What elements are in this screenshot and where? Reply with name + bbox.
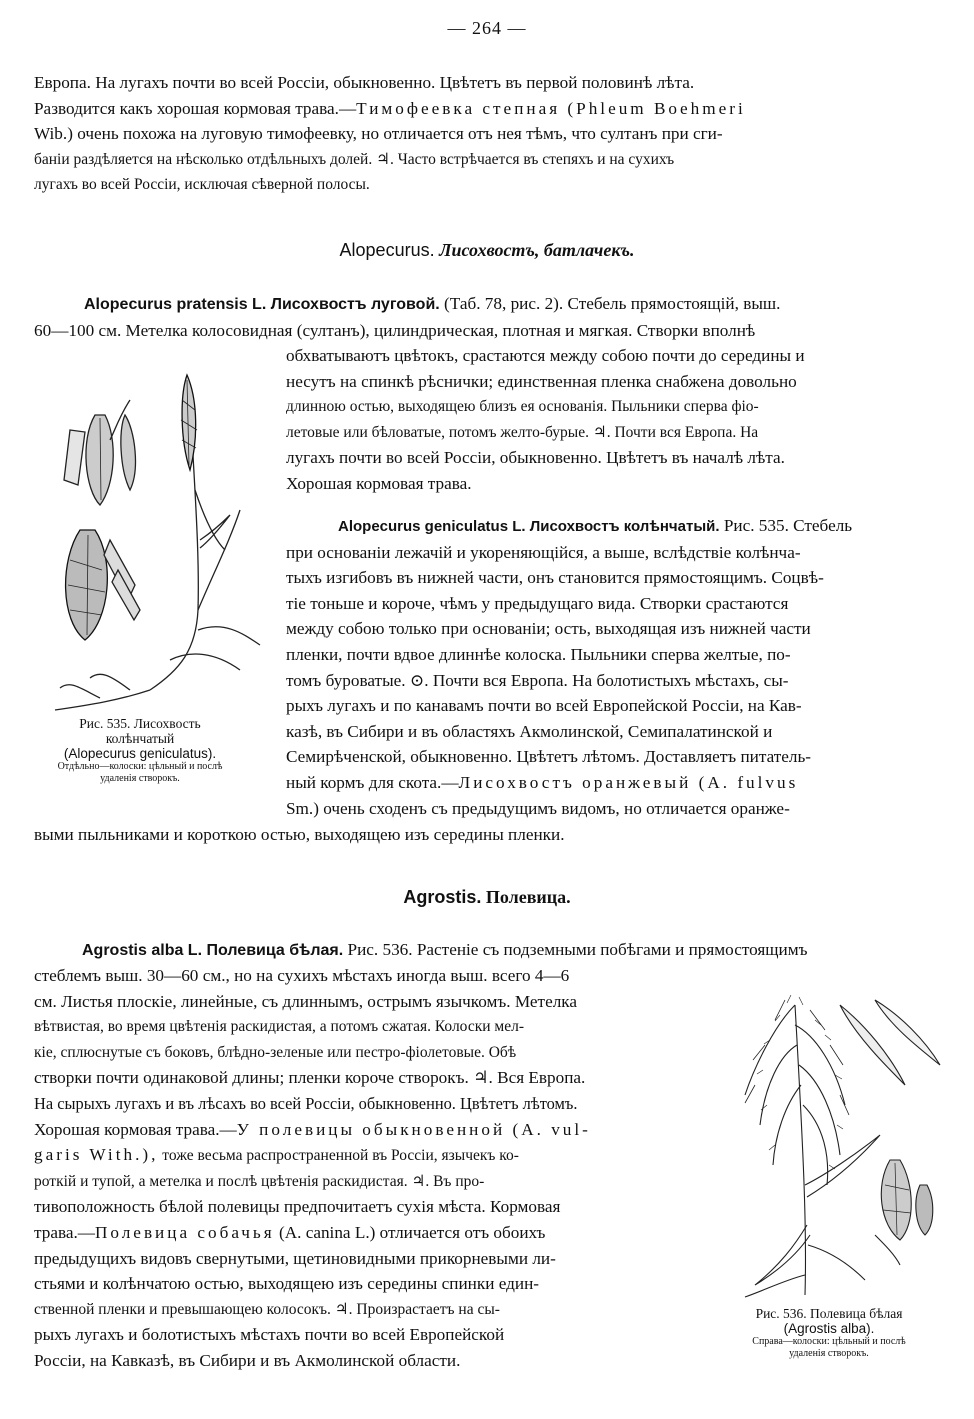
text-line: вѣтвистая, во время цвѣтенія раскидистая, а потомъ сжатая. Колоски мел- [34, 1018, 524, 1036]
text-line: Хорошая кормовая трава.—У полевицы обыкновенной (A. vul- [34, 1119, 591, 1139]
figure-535-illustration [40, 370, 265, 715]
text-line: лугахъ во всей Россіи, исключая сѣверной полосы. [34, 176, 370, 194]
text-line: тивоположность бѣлой полевицы предпочитаетъ сухія мѣста. Кормовая [34, 1197, 561, 1217]
text-line: рыхъ лугахъ и болотистыхъ мѣстахъ почти во всей Европейской [34, 1325, 505, 1345]
species-name: Полевица собачья [94, 1222, 275, 1242]
species-name: Тимофеевка степная [356, 98, 561, 118]
figure-536-illustration [725, 985, 950, 1300]
species-name: Лисохвостъ оранжевый [458, 772, 692, 792]
text-line: роткій и тупой, а метелка и послѣ цвѣтенія раскидистая. ♃. Въ про- [34, 1172, 485, 1190]
text-line: garis With.), тоже весьма распространенной въ Россіи, язычекъ ко- [34, 1145, 519, 1165]
text-line: томъ буроватые. ⊙. Почти вся Европа. На болотистыхъ мѣстахъ, сы- [286, 670, 789, 690]
text-line: трава.—Полевица собачья (A. canina L.) отличается отъ обоихъ [34, 1222, 546, 1242]
text-line: Европа. На лугахъ почти во всей Россіи, обыкновенно. Цвѣтетъ въ первой половинѣ лѣта. [34, 73, 695, 92]
text-line: Alopecurus geniculatus L. Лисохвостъ колѣнчатый. Рис. 535. Стебель [338, 516, 853, 535]
geniculatus-paragraph-end [34, 822, 952, 848]
text-line: Семирѣченской, обыкновенно. Цвѣтетъ лѣтомъ. Доставляетъ питатель- [286, 747, 812, 767]
text-line: 60—100 см. Метелка колосовидная (султанъ), цилиндрическая, плотная и мягкая. Створки вполнѣ [34, 320, 756, 340]
text-line: кіе, сплюснутые съ боковъ, блѣдно-зеленые или пестро-фіолетовые. Обѣ [34, 1043, 517, 1061]
text-line: ный кормъ для скота.—Лисохвостъ оранжевый (A. fulvus [286, 772, 799, 792]
text-line: Sm.) очень сходенъ съ предыдущимъ видомъ, но отличается оранже- [286, 798, 790, 818]
text-line: несутъ на спинкѣ рѣснички; единственная пленка снабжена довольно [286, 371, 797, 391]
page-number: — 264 — [447, 18, 527, 38]
text-line: створки почти одинаковой длины; пленки короче створокъ. ♃. Вся Европа. [34, 1068, 586, 1088]
pratensis-paragraph [34, 291, 952, 343]
text-line: баніи раздѣляется на нѣсколько отдѣльныхъ долей. ♃. Часто встрѣчается въ степяхъ и на сухихъ [34, 150, 675, 168]
species-title: Alopecurus geniculatus L. Лисохвостъ колѣнчатый. [338, 518, 720, 535]
text-line: пленки, почти вдвое длиннѣе колоска. Пыльники сперва желтые, по- [286, 644, 791, 664]
section-heading-agrostis: Agrostis. Полевица. [403, 887, 571, 907]
text-line: длинною остью, выходящею близъ ея основанія. Пыльники сперва фіо- [286, 398, 759, 416]
text-line: тіе тоньше и короче, чѣмъ у предыдущаго вида. Створки срастаются [286, 593, 789, 613]
text-line: Разводится какъ хорошая кормовая трава.—Тимофеевка степная (Phleum Boehmeri [34, 98, 746, 118]
text-line: см. Листья плоскіе, линейные, съ длиннымъ, острымъ язычкомъ. Метелка [34, 991, 577, 1011]
alba-paragraph [34, 937, 952, 964]
figure-536-caption: Рис. 536. Полевица бѣлая (Agrostis alba). Справа—колоски: цѣльный и послѣ удаленія створокъ. [752, 1306, 906, 1359]
species-title: Alopecurus pratensis L. Лисохвостъ луговой. [84, 296, 440, 313]
text-line: летовые или бѣловатые, потомъ желто-бурые. ♃. Почти вся Европа. На [286, 423, 759, 441]
intro-paragraph [34, 70, 952, 198]
section-heading-alopecurus: Alopecurus. Лисохвостъ, батлачекъ. [339, 240, 635, 260]
pratensis-paragraph-cont [286, 343, 952, 497]
text-line: при основаніи лежачій и укореняющійся, а выше, вслѣдствіе колѣнча- [286, 542, 801, 562]
text-line: Alopecurus pratensis L. Лисохвостъ луговой. (Таб. 78, рис. 2). Стебель прямостоящій, выш. [84, 294, 781, 313]
text-line: казѣ, въ Сибири и въ областяхъ Акмолинской, Семипалатинской и [286, 721, 773, 741]
alba-paragraph-cont [34, 963, 696, 1374]
text-line: Agrostis alba L. Полевица бѣлая. Рис. 536. Растеніе съ подземными побѣгами и прямостоящимъ [82, 940, 808, 959]
text-line: Хорошая кормовая трава. [286, 473, 472, 493]
species-name: У полевицы обыкновенной [236, 1119, 506, 1139]
species-title: Agrostis alba L. Полевица бѣлая. [82, 942, 344, 959]
text-line: ственной пленки и превышающею колосокъ. ♃. Произрастаетъ на сы- [34, 1300, 500, 1318]
text-line: рыхъ лугахъ и по канавамъ почти во всей Европейской Россіи, на Кав- [286, 696, 802, 716]
text-line: тыхъ изгибовъ въ нижней части, онъ становится прямостоящимъ. Соцвѣ- [286, 568, 824, 588]
text-line: На сырыхъ лугахъ и въ лѣсахъ во всей Россіи, обыкновенно. Цвѣтетъ лѣтомъ. [34, 1093, 578, 1113]
text-line: обхватываютъ цвѣтокъ, срастаются между собою почти до середины и [286, 346, 805, 365]
text-line: Wib.) очень похожа на луговую тимофеевку, но отличается отъ нея тѣмъ, что султанъ при сги- [34, 124, 723, 144]
text-line: предыдущихъ видовъ свернутыми, щетиновидными прикорневыми ли- [34, 1248, 556, 1268]
text-line: Россіи, на Кавказѣ, въ Сибири и въ Акмолинской области. [34, 1350, 461, 1370]
geniculatus-paragraph [286, 513, 952, 821]
text-line: стьями и колѣнчатою остью, выходящею изъ середины спинки един- [34, 1274, 539, 1294]
text-line: между собою только при основаніи; ость, выходящая изъ нижней части [286, 619, 811, 639]
text-line: выми пыльниками и короткою остью, выходящею изъ середины пленки. [34, 825, 565, 844]
text-line: стеблемъ выш. 30—60 см., но на сухихъ мѣстахъ иногда выш. всего 4—6 [34, 966, 570, 985]
text-line: лугахъ почти во всей Россіи, обыкновенно. Цвѣтетъ въ началѣ лѣта. [286, 448, 785, 468]
figure-535-caption: Рис. 535. Лисохвость колѣнчатый (Alopecurus geniculatus). Отдѣльно—колоски: цѣльный и послѣ удаленія створокъ. [57, 716, 223, 784]
